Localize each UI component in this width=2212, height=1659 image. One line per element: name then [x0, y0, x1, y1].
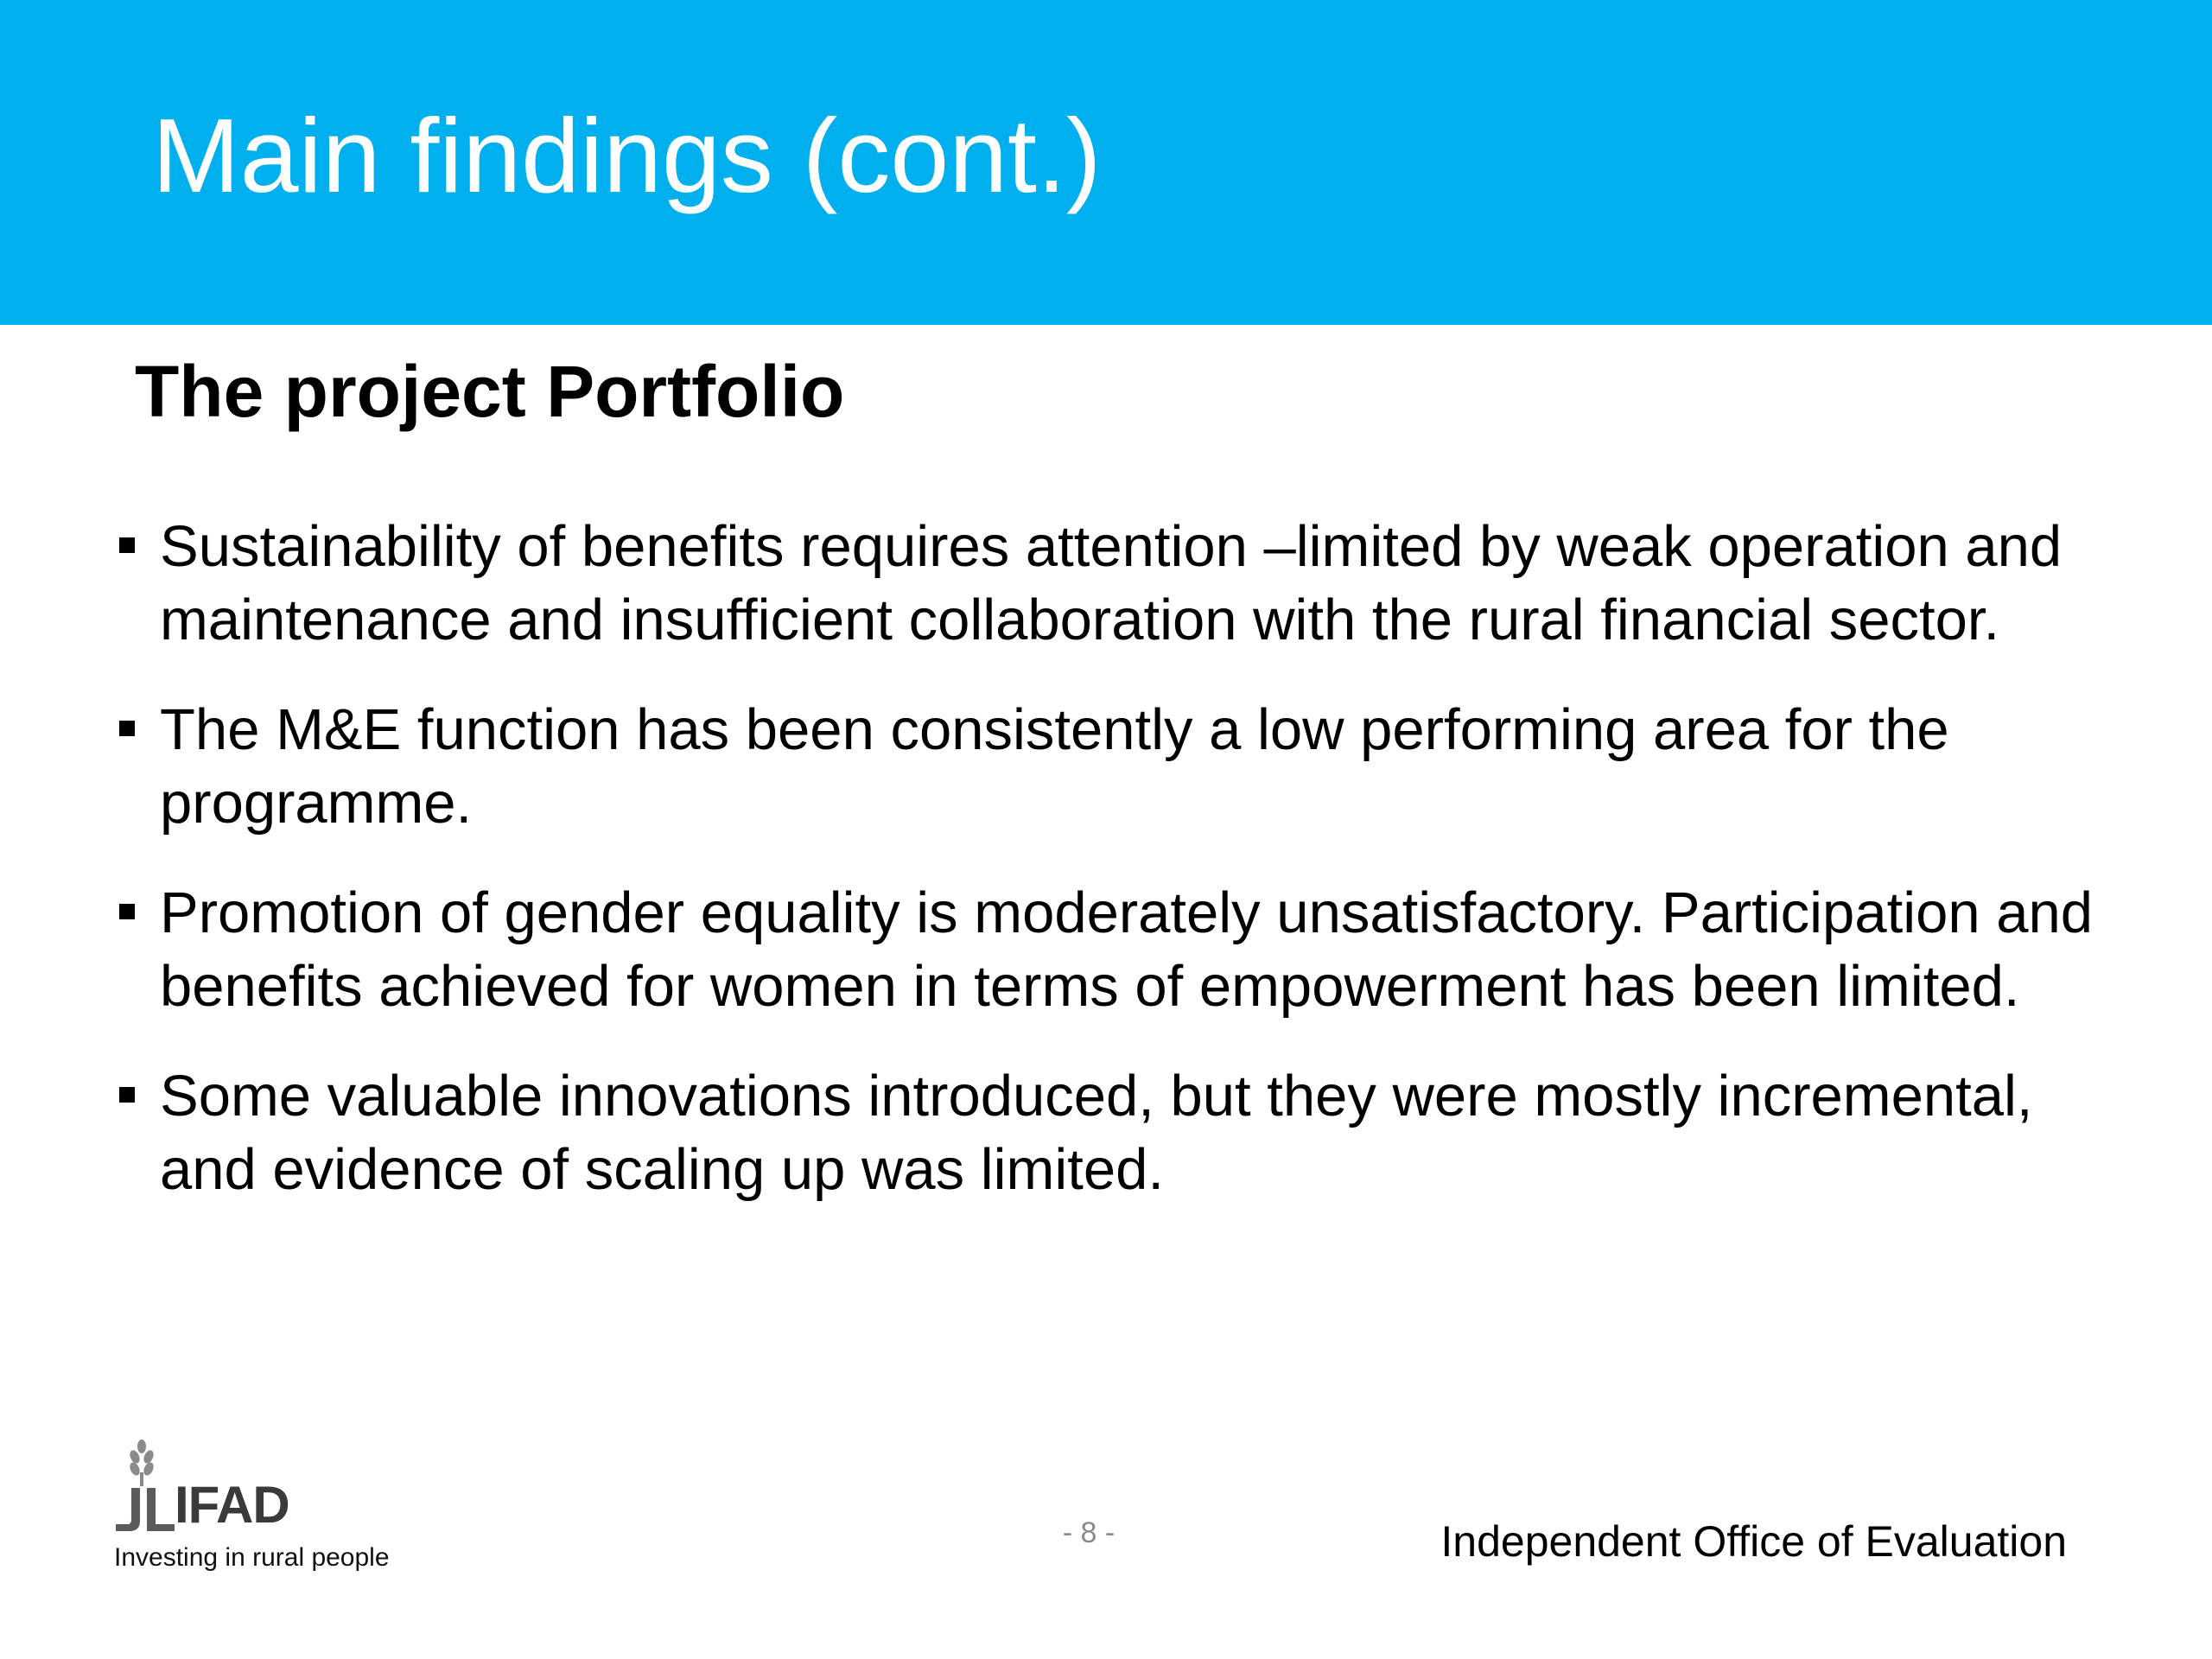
square-bullet-icon [119, 1087, 135, 1103]
logo-wordmark: IFAD [175, 1476, 289, 1534]
list-item [112, 510, 2100, 657]
list-item-text: Sustainability of benefits requires attention –limited by weak operation and maintenance and insufficient collaboration with the rural financial sector. [160, 514, 2063, 652]
page-number: - 8 - [1062, 1516, 1116, 1549]
header-band [0, 0, 2212, 325]
logo-tagline: Investing in rural people [114, 1543, 390, 1572]
list-item [112, 876, 2100, 1023]
findings-list [112, 510, 2100, 1243]
footer-office-name: Independent Office of Evaluation [1440, 1517, 2067, 1566]
list-item [112, 1059, 2100, 1206]
square-bullet-icon [119, 721, 135, 736]
slide-title: Main findings (cont.) [152, 97, 1102, 214]
list-item-text: The M&E function has been consistently a low performing area for the programme. [160, 697, 1949, 836]
list-item [112, 693, 2100, 840]
list-item-text: Some valuable innovations introduced, but they were mostly incremental, and evidence of scaling up was limited. [160, 1064, 2033, 1202]
section-heading: The project Portfolio [135, 351, 845, 432]
square-bullet-icon [119, 537, 135, 553]
square-bullet-icon [119, 904, 135, 919]
list-item-text: Promotion of gender equality is moderately unsatisfactory. Participation and benefits achieved for women in terms of empowerment has been limited. [160, 880, 2094, 1019]
wheat-logo-icon [112, 1434, 181, 1538]
ifad-logo [112, 1434, 406, 1581]
